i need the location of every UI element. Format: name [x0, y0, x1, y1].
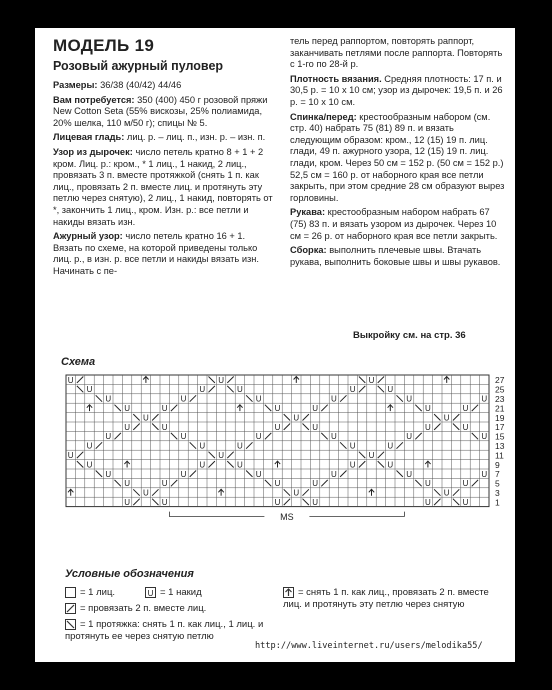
lace-value: число петель кратно 16 + 1. Вязать по схеме, на которой приведены только лиц. р., в изн. р. все петли и накиды вязать изн. Начинать с пе- [53, 231, 260, 276]
yarn-over-mark: U [255, 394, 262, 404]
legend-knit [65, 587, 115, 599]
magazine-page [35, 28, 515, 662]
legend-title: Условные обозначения [65, 568, 194, 580]
yarn-over-icon: U [145, 587, 156, 598]
yarn-over-mark: U [443, 488, 450, 498]
legend-yo [145, 587, 202, 599]
yarn-over-mark: U [180, 432, 187, 442]
density-label: Плотность вязания. [290, 73, 382, 84]
yarn-over-mark: U [105, 394, 112, 404]
row-number: 13 [495, 441, 505, 451]
pattern-reference: Выкройку см. на стр. 36 [353, 330, 466, 341]
eyelet-label: Узор из дырочек: [53, 146, 133, 157]
assembly-label: Сборка: [290, 245, 327, 256]
stockinette-paragraph [53, 132, 273, 144]
schema-title: Схема [61, 356, 96, 368]
yarn-over-mark: U [105, 469, 112, 479]
row-number: 3 [495, 488, 500, 498]
legend-k2tog [65, 603, 206, 615]
row-number: 17 [495, 422, 505, 433]
yarn-over-mark: U [274, 422, 281, 432]
knitting-chart [64, 373, 510, 563]
yarn-over-mark: U [312, 404, 318, 413]
source-url: http://www.liveinternet.ru/users/melodika55/ [255, 641, 483, 651]
density-paragraph [290, 74, 505, 109]
yarn-over-mark: U [425, 404, 431, 413]
sleeves-value: крестообразным набором набрать 67 (75) 83 п. и вязать узором из дырочек. Через 10 см = 26 р. от наборного края все петли закрыть. [290, 207, 498, 241]
yarn-over-mark: U [462, 479, 469, 489]
yarn-over-mark: U [237, 460, 243, 470]
yarn-over-mark: U [406, 394, 412, 404]
row-number: 9 [495, 459, 500, 470]
materials-value: 350 (400) 450 г розовой пряжи New Cotton Seta (55% вискозы, 25% полиамида, 20% шелка, 110 м/50 г); спицы № 5. [53, 94, 268, 128]
lace-paragraph [53, 231, 273, 277]
yarn-over-mark: U [331, 394, 337, 404]
yarn-over-mark: U [481, 432, 488, 442]
yarn-over-mark: U [368, 375, 375, 385]
yarn-over-mark: U [349, 385, 356, 395]
yarn-over-mark: U [161, 404, 168, 413]
yarn-over-mark: U [406, 432, 412, 442]
yarn-over-mark: U [161, 479, 168, 489]
yarn-over-mark: U [67, 451, 74, 460]
row-number: 27 [495, 375, 505, 386]
double-decrease-icon [283, 587, 294, 598]
right-column [290, 36, 505, 271]
ms-label: MS [280, 512, 294, 523]
assembly-value: выполнить плечевые швы. Втачать рукава, выполнить боковые швы и швы рукавов. [290, 245, 501, 267]
row-number: 21 [495, 403, 505, 414]
lace-continued: тель перед раппортом, повторять раппорт, заканчивать петлями после раппорта. Повторять с 1-го по 28-й р. [290, 36, 503, 70]
lace-label: Ажурный узор: [53, 231, 123, 242]
legend-s2 [283, 587, 493, 611]
yarn-over-mark: U [349, 441, 356, 451]
yarn-over-mark: U [255, 432, 262, 442]
yarn-over-mark: U [86, 385, 93, 395]
skp-icon [65, 619, 76, 630]
knit-symbol-icon [65, 587, 76, 598]
yarn-over-mark: U [293, 488, 300, 498]
yarn-over-mark: U [274, 498, 281, 507]
yarn-over-mark: U [161, 498, 168, 507]
yarn-over-mark: U [124, 479, 130, 489]
yarn-over-mark: U [274, 404, 281, 413]
yarn-over-mark: U [218, 375, 224, 385]
row-number: 11 [495, 450, 504, 461]
materials-paragraph [53, 95, 273, 130]
yarn-over-mark: U [86, 441, 93, 451]
row-number: 5 [495, 478, 500, 489]
yarn-over-mark: U [312, 422, 318, 432]
back-front-label: Спинка/перед: [290, 111, 357, 122]
yarn-over-mark: U [143, 413, 149, 423]
yarn-over-mark: U [124, 404, 130, 413]
legend-skp-text: = 1 протяжка: снять 1 п. как лиц., 1 лиц. и протянуть ее через снятую петлю [65, 619, 264, 643]
left-column [53, 36, 273, 281]
yarn-over-mark: U [462, 404, 469, 413]
legend-s2-text: = снять 1 п. как лиц., провязать 2 п. вместе лиц. и протянуть эту петлю через снятую [283, 587, 489, 611]
yarn-over-mark: U [462, 422, 469, 432]
eyelet-paragraph [53, 147, 273, 228]
yarn-over-mark: U [274, 479, 281, 489]
sizes-paragraph [53, 80, 273, 92]
yarn-over-mark: U [124, 422, 130, 432]
yarn-over-mark: U [387, 385, 394, 395]
row-number: 7 [495, 469, 500, 480]
k2tog-icon [65, 603, 76, 614]
yarn-over-mark: U [481, 394, 488, 404]
yarn-over-mark: U [425, 498, 431, 507]
yarn-over-mark: U [406, 469, 412, 479]
yarn-over-mark: U [481, 469, 488, 479]
yarn-over-mark: U [237, 441, 243, 451]
yarn-over-mark: U [237, 385, 243, 395]
density-value: Средняя плотность: 17 п. и 30,5 р. = 10 х 10 см; узор из дырочек: 19,5 п. и 26 р. = 10 х 10 см. [290, 73, 503, 107]
yarn-over-mark: U [255, 469, 262, 479]
sizes-label: Размеры: [53, 80, 98, 90]
yarn-over-mark: U [143, 488, 149, 498]
yarn-over-mark: U [331, 432, 337, 442]
yarn-over-mark: U [312, 498, 318, 507]
yarn-over-mark: U [180, 469, 187, 479]
legend-skp [65, 619, 275, 643]
legend-k2tog-text: = провязать 2 п. вместе лиц. [80, 603, 207, 615]
yarn-over-mark: U [368, 451, 375, 460]
yarn-over-mark: U [124, 498, 130, 507]
yarn-over-mark: U [86, 460, 93, 470]
yarn-over-mark: U [312, 479, 318, 489]
yarn-over-mark: U [199, 441, 206, 451]
yarn-over-mark: U [180, 394, 187, 404]
yarn-over-mark: U [199, 460, 206, 470]
row-number: 15 [495, 431, 505, 442]
yarn-over-mark: U [349, 460, 356, 470]
yarn-over-mark: U [462, 498, 469, 507]
model-heading: МОДЕЛЬ 19 [53, 36, 155, 55]
row-number: 25 [495, 384, 505, 395]
legend-knit-text: = 1 лиц. [80, 587, 116, 599]
yarn-over-mark: U [425, 422, 431, 432]
sleeves-label: Рукава: [290, 207, 326, 218]
yarn-over-mark: U [425, 479, 431, 489]
eyelet-value: число петель кратно 8 + 1 + 2 кром. Лиц. р.: кром., * 1 лиц., 1 накид, 2 лиц., провязать 3 п. вместе протяжкой (снять 1 п. как лиц., провязать 2 п. вместе лиц. и протянуть эту петлю через снятую), 2 лиц., 1 накид, повторять от *, закончить 1 лиц., кром. Изн. р.: все петли и накиды вязать изн. [53, 146, 273, 227]
sizes-value: 36/38 (40/42) 44/46 [97, 80, 182, 90]
back-front-paragraph [290, 112, 505, 205]
back-front-value: крестообразным набором (см. стр. 40) набрать 75 (81) 89 п. и вязать следующим образом: кром., 12 (15) 19 п. лиц. глади, 49 п. ажурного узора, 12 (15) 19 п. лиц. глади, кром. Через 50 см = 152 р. (50 см = 152 р.) 52,5 см = 160 р. от наборного края все петли закрыть, при этом средние 28 см образуют вырез горловины. [290, 111, 505, 203]
yarn-over-mark: U [67, 375, 74, 385]
materials-label: Вам потребуется: [53, 94, 135, 105]
legend-yo-text: = 1 накид [160, 587, 202, 599]
yarn-over-mark: U [161, 422, 168, 432]
stockinette-value: лиц. р. – лиц. п., изн. р. – изн. п. [124, 132, 266, 143]
row-number: 19 [495, 412, 505, 423]
stockinette-label: Лицевая гладь: [53, 132, 125, 143]
yarn-over-mark: U [443, 413, 450, 423]
yarn-over-mark: U [105, 432, 112, 442]
yarn-over-mark: U [387, 441, 394, 451]
row-number: 23 [495, 394, 505, 404]
yarn-over-mark: U [331, 469, 337, 479]
yarn-over-mark: U [293, 413, 300, 423]
yarn-over-mark: U [218, 451, 224, 460]
assembly-paragraph [290, 245, 505, 268]
yarn-over-mark: U [387, 460, 394, 470]
row-number: 1 [495, 497, 500, 508]
sleeves-paragraph [290, 207, 505, 242]
model-title: Розовый ажурный пуловер [53, 59, 224, 73]
yarn-over-mark: U [199, 385, 206, 395]
